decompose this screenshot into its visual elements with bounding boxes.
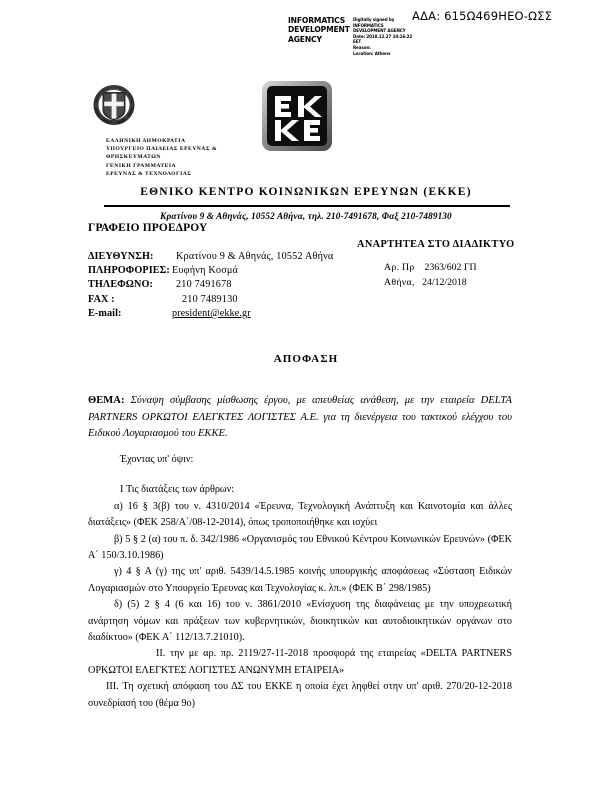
stamp-line-5: EET [353, 39, 362, 45]
roman-ii-paragraph: II. την με αρ. πρ. 2119/27-11-2018 προσφορά της εταιρείας «DELTA PARTNERS ΟΡΚΩΤΟΙ ΕΛΕΓΚΤΕΣ ΛΟΓΙΣΤΕΣ ΑΝΩΝΥΜΗ ΕΤΑΙΡΕΙΑ» [88, 648, 512, 676]
email-link[interactable]: president@ekke.gr [172, 307, 251, 319]
subject-text: Σύναψη σύμβασης μίσθωσης έργου, με απευθείας ανάθεση, με την εταιρεία DELTA PARTNERS ΟΡΚΩΤΟΙ ΕΛΕΓΚΤΕΣ ΛΟΓΙΣΤΕΣ Α.Ε. για τη διενέργεια του τακτικού ελέγχου του Ειδικού Λογαριασμού του ΕΚΚΕ. [88, 395, 512, 440]
place-key: Αθήνα, [384, 276, 415, 288]
contact-row-phone [88, 278, 333, 292]
organisation-title: ΕΘΝΙΚΟ ΚΕΝΤΡΟ ΚΟΙΝΩΝΙΚΩΝ ΕΡΕΥΝΩΝ (ΕΚΚΕ) [140, 186, 472, 198]
protocol-row [384, 261, 477, 276]
phone-key: ΤΗΛΕΦΩΝΟ: [88, 279, 153, 291]
ministry-block [106, 137, 217, 178]
subject-label: ΘΕΜΑ: [88, 395, 125, 406]
having-in-view-line: Έχοντας υπ' όψιν: [120, 454, 194, 465]
address-key: ΔΙΕΥΘΥΝΣΗ: [88, 251, 154, 262]
item-c: γ) 4 § Α (γ) της υπ' αριθ. 5439/14.5.1985 κοινής υπουργικής αποφάσεως «Σύσταση Ειδικών Λογαριασμών στο Υπουργείο Έρευνας και Τεχνολογίας κ. λπ.» (ΦΕΚ Β΄ 298/1985) [88, 566, 512, 594]
stamp-line-3: DEVELOPMENT AGENCY [353, 28, 406, 34]
info-key: ΠΛΗΡΟΦΟΡΙΕΣ: [88, 265, 170, 277]
ministry-line-1: ΕΛΛΗΝΙΚΗ ΔΗΜΟΚΡΑΤΙΑ [106, 138, 186, 144]
office-label: ΓΡΑΦΕΙΟ ΠΡΟΕΔΡΟΥ [88, 222, 208, 234]
stamp-line-1: Digitally signed by [353, 17, 395, 22]
place-date-row [384, 276, 477, 291]
ekke-logo [261, 80, 333, 152]
item-d: δ) (5) 2 § 4 (6 και 16) του ν. 3861/2010 «Ενίσχυση της διαφάνειας με την υποχρεωτική ανάρτηση νόμων και πράξεων των κυβερνητικών, διοικητικών και αυτοδιοικητικών οργάνων στο διαδίκτυο» (ΦΕΚ Α΄ 112/13.7.21010). [88, 599, 512, 644]
stamp-line-2: INFORMATICS [353, 22, 384, 28]
fax-value: 210 7489130 [182, 293, 238, 305]
stamp-line-7: Location: Athens [353, 50, 391, 56]
email-key: E-mail: [88, 307, 122, 319]
header-address-line: Κρατίνου 9 & Αθηνάς, 10552 Αθήνα, τηλ. 210-7491678, Φαξ 210-7489130 [160, 211, 452, 221]
protocol-value: 2363/602 ΓΠ [424, 262, 477, 273]
info-value: Ευφήνη Κοσμά [172, 265, 239, 277]
roman-iii-paragraph: III. Τη σχετική απόφαση του ΔΣ του ΕΚΚΕ η οποία έχει ληφθεί στην υπ' αριθ. 270/20-12-2018 συνεδρίασή του (θέμα 9ο) [88, 681, 512, 709]
digital-signature-stamp [288, 16, 423, 56]
address-value: Κρατίνου 9 & Αθηνάς, 10552 Αθήνα [176, 251, 334, 262]
roman-i-line: I Τις διατάξεις των άρθρων: [120, 484, 235, 496]
contact-row-email [88, 307, 333, 321]
fax-key: FAX : [88, 293, 115, 305]
contact-block [88, 250, 333, 321]
protocol-key: Αρ. Πρ [384, 262, 415, 273]
header-divider [104, 205, 510, 207]
date-value: 24/12/2018 [422, 276, 467, 288]
contact-row-info [88, 264, 333, 278]
contact-row-address [88, 250, 333, 264]
hellenic-republic-emblem-icon [92, 84, 136, 128]
contact-row-fax [88, 293, 333, 307]
ministry-line-3: ΘΡΗΣΚΕΥΜΑΤΩΝ [106, 154, 161, 161]
protocol-meta-block [384, 261, 477, 290]
ministry-line-5: ΕΡΕΥΝΑΣ & ΤΕΧΝΟΛΟΓΙΑΣ [106, 170, 192, 177]
stamp-agency-name: INFORMATICS DEVELOPMENT AGENCY [288, 16, 350, 44]
item-b: β) 5 § 2 (α) του π. δ. 342/1986 «Οργανισμός του Εθνικού Κέντρου Κοινωνικών Ερευνών» (ΦΕΚ Α΄ 150/3.10.1986) [88, 533, 512, 562]
ministry-line-4: ΓΕΝΙΚΗ ΓΡΑΜΜΑΤΕΙΑ [106, 162, 177, 169]
subject-paragraph [88, 393, 512, 443]
posted-online-label: ΑΝΑΡΤΗΤΕΑ ΣΤΟ ΔΙΑΔΙΚΤΥΟ [357, 239, 515, 250]
stamp-details [353, 16, 423, 56]
stamp-line-4: Date: 2018.12.27 10:16:22 [353, 33, 413, 39]
document-body [88, 452, 512, 712]
phone-value: 210 7491678 [176, 279, 232, 291]
ada-code: ΑΔΑ: 615Ω469ΗΕΟ-ΩΣΣ [412, 9, 553, 23]
stamp-line-6: Reason: [353, 44, 371, 50]
ministry-line-2: ΥΠΟΥΡΓΕΙΟ ΠΑΙΔΕΙΑΣ ΕΡΕΥΝΑΣ & [106, 146, 218, 153]
item-a: α) 16 § 3(β) του ν. 4310/2014 «Έρευνα, Τεχνολογική Ανάπτυξη και Καινοτομία και άλλες διατάξεις» (ΦΕΚ 258/Α΄/08-12-2014), όπως τροποποιήθηκε και ισχύει [88, 500, 512, 529]
decision-heading: ΑΠΟΦΑΣΗ [273, 353, 339, 365]
